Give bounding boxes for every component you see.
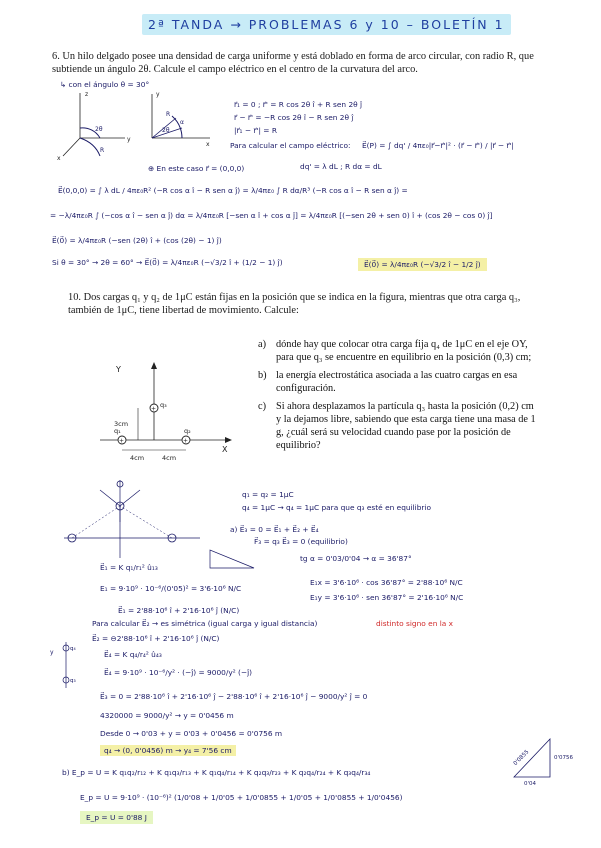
charges-figure: [96, 360, 246, 470]
p6-line-10: E⃗(0⃗) = λ/4πε₀R (−sen (2θ) î + (cos (2θ) − 1) ĵ): [52, 236, 222, 245]
p6-line-8: E⃗(0,0,0) = ∫ λ dL / 4πε₀R² (−R cos α î − R sen α ĵ) = λ/4πε₀ ∫ R dα/R³ (−R cos α î − R sen α ĵ) =: [58, 186, 408, 195]
p10-line-17: 4320000 = 9000/y² → y = 0'0456 m: [100, 711, 234, 720]
p10-line-13: E⃗₂ = ⊖2'88·10⁶ î + 2'16·10⁶ ĵ (N/C): [92, 634, 220, 643]
p10-line-1: q₁ = q₂ = 1μC: [242, 490, 294, 499]
svg-text:q₃: q₃: [70, 678, 76, 684]
svg-text:y: y: [127, 136, 131, 143]
problem-6-note: ↳ con el ángulo θ = 30°: [60, 80, 150, 89]
q4-position-sketch: [46, 640, 86, 690]
p6-line-7: dq' = λ dL ; R dα = dL: [300, 162, 382, 171]
p10-line-12: distinto signo en la x: [376, 619, 454, 628]
fig-4cm-a: 4cm: [130, 454, 145, 462]
p10-line-20: b) E_p = U = K q₁q₂/r₁₂ + K q₁q₃/r₁₃ + K q₁q₄/r₁₄ + K q₂q₃/r₂₃ + K q₂q₄/r₂₄ + K q₃q₄/r₃₄: [62, 768, 371, 777]
problem-10-questions: [258, 338, 540, 457]
svg-text:R: R: [166, 111, 171, 118]
p10-line-2: q₄ = 1μC → q₄ = 1μC para que q₃ esté en equilibrio: [242, 503, 432, 512]
p10-line-11: Para calcular E⃗₂ → es simétrica (igual carga y igual distancia): [92, 619, 318, 628]
arc-3d-diagram: [55, 88, 135, 163]
question-b: b) la energía electrostática asociada a las cuatro cargas en esa configuración.: [258, 370, 518, 394]
p10-line-10: E⃗₁ = 2'88·10⁶ î + 2'16·10⁶ ĵ (N/C): [118, 606, 240, 615]
p10-line-16: E⃗₃ = 0 = 2'88·10⁶ î + 2'16·10⁶ ĵ − 2'88·10⁶ î + 2'16·10⁶ ĵ − 9000/y² ĵ = 0: [100, 692, 368, 701]
svg-text:x: x: [206, 141, 210, 148]
p10-line-7: E₁ = 9·10⁹ · 10⁻⁶/(0'05)² = 3'6·10⁶ N/C: [100, 584, 242, 593]
fig-q2: q₂: [184, 427, 191, 435]
p6-line-1: r⃗₁ = 0 ; r⃗' = R cos 2θ î + R sen 2θ ĵ: [234, 100, 363, 109]
p6-line-3: |r⃗₁ − r⃗'| = R: [234, 126, 277, 135]
svg-text:2θ: 2θ: [95, 126, 103, 133]
p10-line-6: E⃗₁ = K q₁/r₁² û₁₃: [100, 563, 158, 572]
svg-text:y: y: [156, 91, 160, 98]
triangle-hyp: 0'0855: [512, 749, 531, 767]
angle-triangle: [208, 548, 258, 572]
p6-result: E⃗(0⃗) = λ/4πε₀R (−√3/2 î − 1/2 ĵ): [358, 258, 487, 271]
page-title: 2ª TANDA → PROBLEMAS 6 y 10 – BOLETÍN 1: [142, 14, 511, 35]
svg-text:q₄: q₄: [70, 646, 76, 652]
p6-line-11: Si θ = 30° → 2θ = 60° → E⃗(0⃗) = λ/4πε₀R (−√3/2 î + (1/2 − 1) ĵ): [52, 258, 283, 267]
fig-x-label: X: [222, 445, 228, 454]
p10-line-21: E_p = U = 9·10⁹ · (10⁻⁶)² (1/0'08 + 1/0'05 + 1/0'0855 + 1/0'05 + 1/0'0855 + 1/0'0456): [80, 793, 403, 802]
question-c: c) Si ahora desplazamos la partícula q₃ hasta la posición (0,2) cm y la dejamos libre, sabiendo que esta carga tiene una masa de 1 g, ¿cuál será su velocidad cuando pase por la posición de equilibrio?: [258, 401, 536, 451]
p6-line-6: ⊕ En este caso r⃗ = (0,0,0): [148, 164, 245, 173]
triangle-leg-v: 0'0756: [554, 755, 574, 761]
svg-text:+: +: [151, 405, 157, 413]
svg-text:y: y: [50, 649, 54, 656]
problem-10-statement: 10. Dos cargas q₁ y q₂ de 1μC están fijas en la posición que se indica en la figura, mientras que otra carga q₃, también de 1μC, tiene libertad de movimiento. Calcule:: [68, 292, 521, 316]
svg-text:z: z: [85, 91, 89, 98]
p10-line-15: E⃗₄ = 9·10⁹ · 10⁻⁶/y² · (−ĵ) = 9000/y² (−ĵ): [104, 668, 253, 677]
p10-line-8: E₁x = 3'6·10⁶ · cos 36'87° = 2'88·10⁶ N/C: [310, 578, 463, 587]
p6-line-4: Para calcular el campo eléctrico:: [230, 141, 351, 150]
p10-line-9: E₁y = 3'6·10⁶ · sen 36'87° = 2'16·10⁶ N/C: [310, 593, 464, 602]
p10-result-a: q₄ → (0, 0'0456) m → y₄ = 7'56 cm: [100, 745, 236, 756]
field-vectors-sketch: [60, 476, 210, 561]
p10-line-4: F⃗₃ = q₃ E⃗₃ = 0 (equilibrio): [254, 537, 348, 546]
p6-line-2: r⃗ − r⃗' = −R cos 2θ î − R sen 2θ ĵ: [234, 113, 354, 122]
svg-text:α: α: [180, 119, 184, 126]
svg-text:x: x: [57, 155, 61, 162]
triangle-leg-h: 0'04: [524, 781, 537, 785]
p10-line-18: Desde 0 → 0'03 + y = 0'03 + 0'0456 = 0'0756 m: [100, 729, 283, 738]
problem-6-statement: 6. Un hilo delgado posee una densidad de carga uniforme y está doblado en forma de arco circular, con radio R, que subtiende un ángulo 2θ. Calcule el campo eléctrico en el centro de la curvatura del arco.: [52, 51, 534, 75]
fig-q3: q₃: [160, 401, 167, 409]
question-a: a) dónde hay que colocar otra carga fija q₄ de 1μC en el eje OY, para que q₃ se encuentre en equilibrio en la posición (0,3) cm;: [258, 339, 532, 363]
svg-text:+: +: [119, 437, 125, 445]
p6-line-5: E⃗(P) = ∫ dq' / 4πε₀|r⃗−r⃗'|² · (r⃗ − r⃗') / |r⃗ − r⃗'|: [362, 141, 514, 150]
p10-line-14: E⃗₄ = K q₄/r₄² û₄₃: [104, 650, 162, 659]
fig-y-label: Y: [116, 365, 121, 374]
svg-text:R: R: [100, 147, 105, 154]
fig-q1: q₁: [114, 427, 121, 435]
p10-result-b: E_p = U = 0'88 J: [80, 811, 153, 824]
p10-line-5: tg α = 0'03/0'04 → α = 36'87°: [300, 554, 412, 563]
svg-text:2θ: 2θ: [162, 127, 170, 134]
fig-3cm: 3cm: [114, 420, 129, 428]
p10-line-3: a) E⃗₃ = 0 = E⃗₁ + E⃗₂ + E⃗₄: [230, 525, 319, 534]
distance-triangle: [510, 735, 590, 785]
svg-text:+: +: [183, 437, 189, 445]
fig-4cm-b: 4cm: [162, 454, 177, 462]
arc-2d-diagram: [140, 88, 220, 148]
p6-line-9: = −λ/4πε₀R ∫ (−cos α î − sen α ĵ) dα = λ/4πε₀R [−sen α î + cos α ĵ] = λ/4πε₀R [(−sen 2θ + sen 0) î + (cos 2θ − cos 0) ĵ]: [50, 211, 493, 220]
